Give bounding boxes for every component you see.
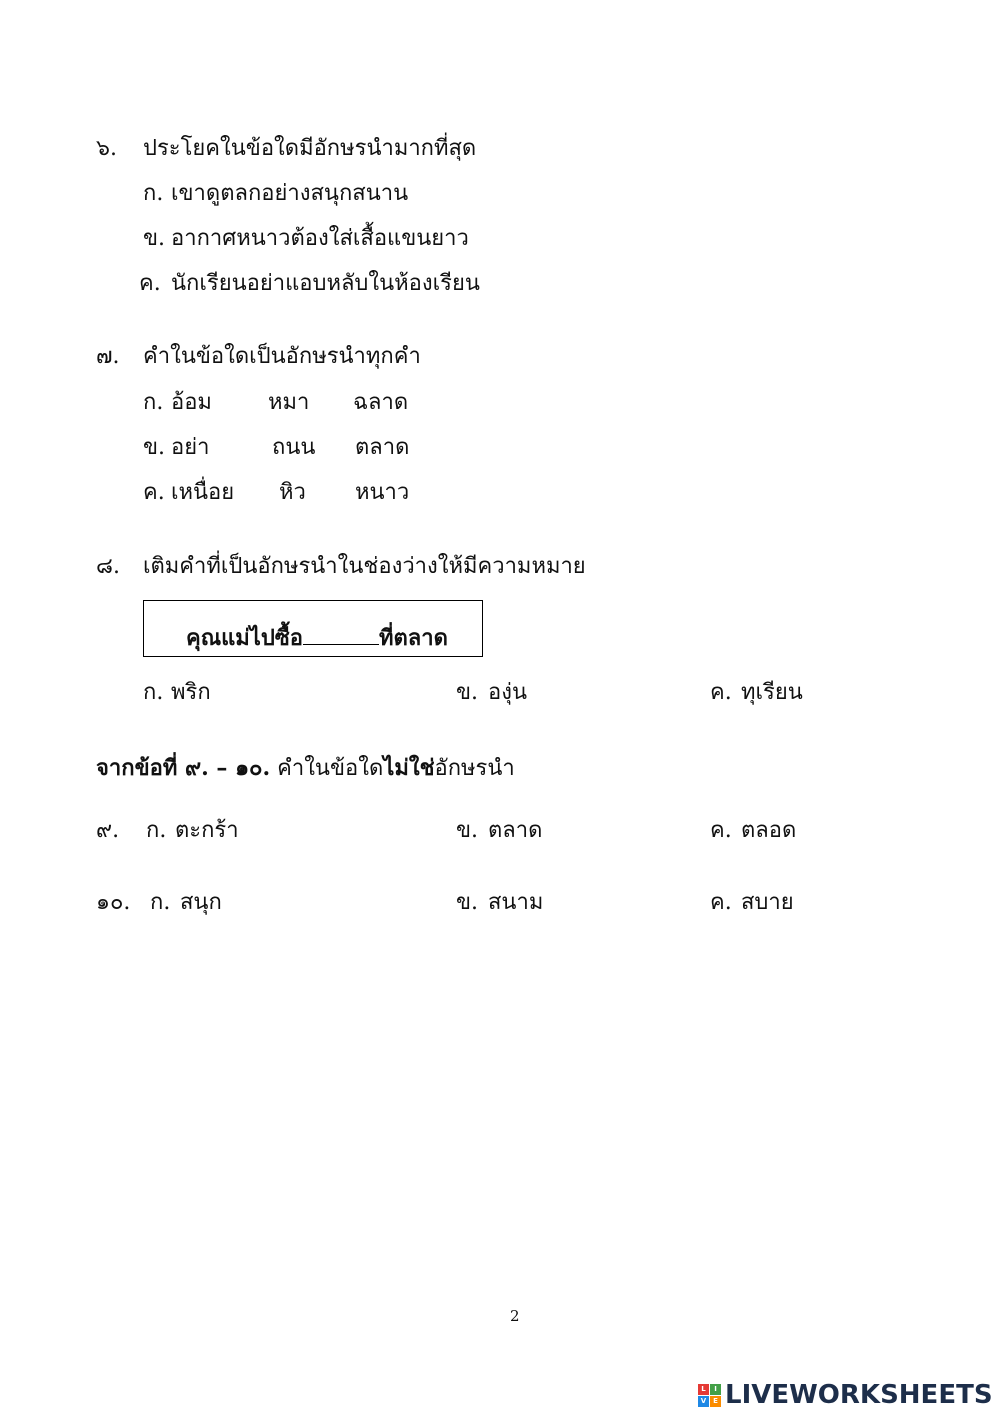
liveworksheets-brand <box>698 1380 993 1410</box>
q8-option-b-text[interactable]: องุ่น <box>488 680 527 705</box>
q6-option-a-label: ก. <box>143 181 164 206</box>
q7-option-a-label: ก. <box>143 390 164 415</box>
fill-in-blank[interactable] <box>303 628 379 645</box>
q10-option-a-text[interactable]: สนุก <box>180 890 222 915</box>
q7-option-a-word-2[interactable]: หมา <box>268 390 310 415</box>
q6-option-a-text[interactable]: เขาดูตลกอย่างสนุกสนาน <box>171 181 409 206</box>
brand-logo-icon <box>698 1384 721 1407</box>
q8-option-c-text[interactable]: ทุเรียน <box>741 680 803 705</box>
q8-option-a-text[interactable]: พริก <box>171 680 211 705</box>
q7-option-b-label: ข. <box>143 435 166 460</box>
q10-option-b-text[interactable]: สนาม <box>488 890 544 915</box>
q10-option-b-label: ข. <box>456 890 479 915</box>
q7-option-b-word-3[interactable]: ตลาด <box>355 435 410 460</box>
section-range: จากข้อที่ ๙. – ๑๐. <box>96 755 271 781</box>
fill-in-before: คุณแม่ไปซื้อ <box>186 625 303 651</box>
section-instruction <box>96 757 515 780</box>
q7-option-c-word-1[interactable]: เหนื่อย <box>171 480 235 505</box>
q9-option-b-label: ข. <box>456 818 479 843</box>
q8-option-a-label: ก. <box>143 680 164 705</box>
fill-in-sentence <box>186 620 448 655</box>
q8-option-c-label: ค. <box>710 680 732 705</box>
q9-option-a-text[interactable]: ตะกร้า <box>175 818 239 843</box>
q7-option-a-word-1[interactable]: อ้อม <box>171 390 212 415</box>
section-emphasis: ไม่ใช่ <box>383 755 435 781</box>
page-number: 2 <box>510 1307 520 1325</box>
fill-in-after: ที่ตลาด <box>378 625 448 651</box>
logo-cell-v: V <box>698 1396 709 1407</box>
question-8-number: ๘. <box>96 554 120 579</box>
logo-cell-e: E <box>710 1396 721 1407</box>
logo-cell-i: I <box>710 1384 721 1395</box>
q9-option-c-label: ค. <box>710 818 732 843</box>
q6-option-b-text[interactable]: อากาศหนาวต้องใส่เสื้อแขนยาว <box>171 226 469 251</box>
q10-option-a-label: ก. <box>150 890 171 915</box>
q7-option-b-word-1[interactable]: อย่า <box>171 435 210 460</box>
section-middle: คำในข้อใด <box>270 756 384 781</box>
q7-option-a-word-3[interactable]: ฉลาด <box>353 390 409 415</box>
q7-option-c-label: ค. <box>143 480 165 505</box>
question-8-text: เติมคำที่เป็นอักษรนำในช่องว่างให้มีความหมาย <box>143 554 586 579</box>
q10-option-c-text[interactable]: สบาย <box>741 890 794 915</box>
question-9-number: ๙. <box>96 818 120 843</box>
question-7-number: ๗. <box>96 344 120 369</box>
q6-option-c-text[interactable]: นักเรียนอย่าแอบหลับในห้องเรียน <box>171 271 480 296</box>
question-6-number: ๖. <box>96 136 117 161</box>
q7-option-c-word-3[interactable]: หนาว <box>355 480 410 505</box>
q7-option-c-word-2[interactable]: หิว <box>279 480 306 505</box>
q10-option-c-label: ค. <box>710 890 732 915</box>
brand-name: LIVEWORKSHEETS <box>725 1380 993 1410</box>
question-10-number: ๑๐. <box>96 890 131 915</box>
q8-option-b-label: ข. <box>456 680 479 705</box>
question-7-text: คำในข้อใดเป็นอักษรนำทุกคำ <box>143 344 421 369</box>
q6-option-b-label: ข. <box>143 226 166 251</box>
section-suffix: อักษรนำ <box>434 756 515 781</box>
q7-option-b-word-2[interactable]: ถนน <box>272 435 316 460</box>
q9-option-b-text[interactable]: ตลาด <box>488 818 543 843</box>
logo-cell-l: L <box>698 1384 709 1395</box>
q9-option-a-label: ก. <box>146 818 167 843</box>
question-6-text: ประโยคในข้อใดมีอักษรนำมากที่สุด <box>143 136 477 161</box>
q9-option-c-text[interactable]: ตลอด <box>741 818 797 843</box>
q6-option-c-label: ค. <box>139 271 161 296</box>
